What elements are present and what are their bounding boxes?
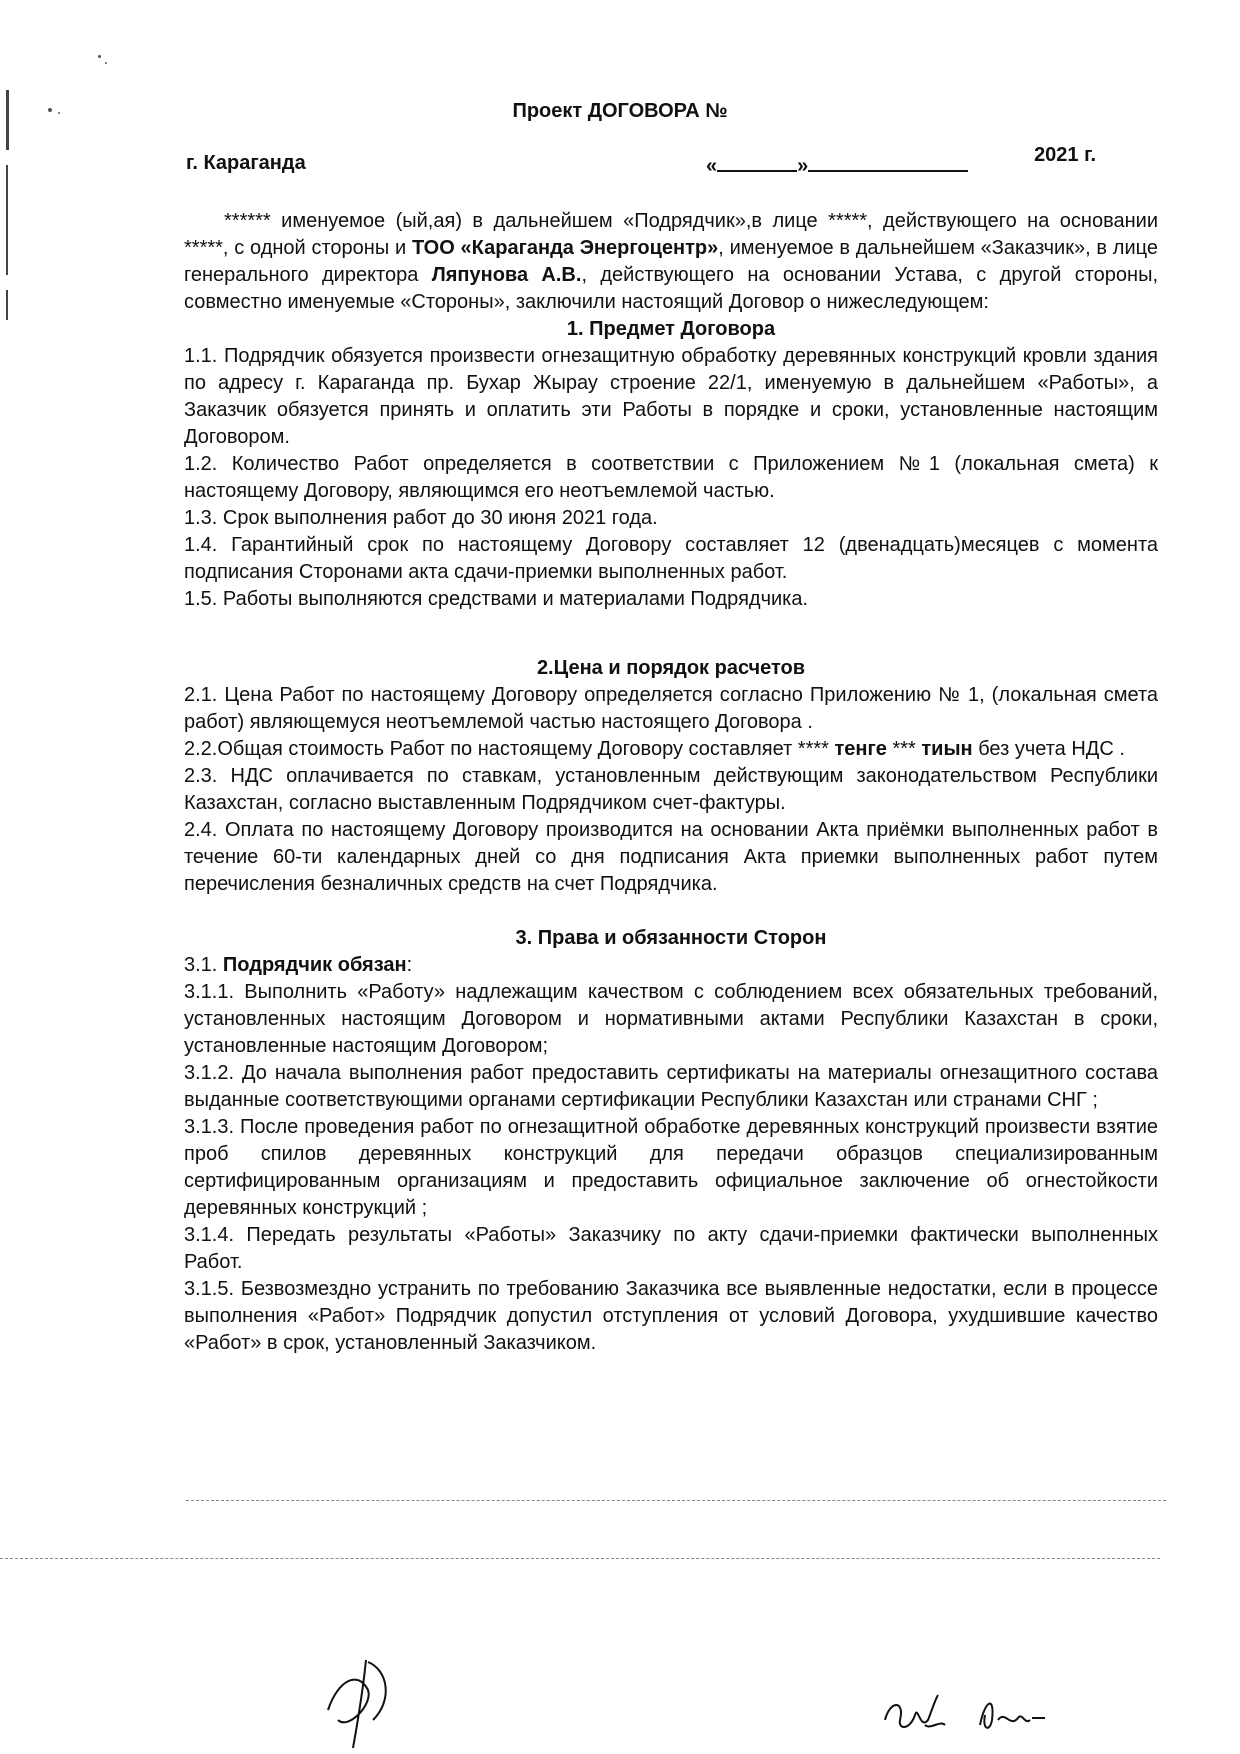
scan-edge-mark xyxy=(6,290,8,320)
month-blank xyxy=(808,152,968,172)
clause-2-1: 2.1. Цена Работ по настоящему Договору определяется согласно Приложению № 1, (локальная смета работ) являющемуся неотъемлемой частью настоящего Договора . xyxy=(184,684,1158,733)
section-1-title: 1. Предмет Договора xyxy=(566,318,776,340)
signature-left xyxy=(318,1650,408,1750)
date-blank xyxy=(706,152,968,178)
clause-2-3: 2.3. НДС оплачивается по ставкам, установленным действующим законодательством Республики Казахстан, согласно выставленным Подрядчиком счет-фактуры. xyxy=(184,765,1158,814)
customer-name: ТОО «Караганда Энергоцентр» xyxy=(411,237,719,259)
director-name: Ляпунова А.В. xyxy=(431,264,582,286)
scan-dash-line xyxy=(0,1558,1160,1559)
contract-body xyxy=(184,208,1158,1357)
scan-dust xyxy=(105,62,107,64)
clause-3-1-5: 3.1.5. Безвозмездно устранить по требованию Заказчика все выявленные недостатки, если в процессе выполнения «Работ» Подрядчик допустил отступления от условий Договора, ухудшившие качество «Работ» в срок, установленный Заказчиком. xyxy=(184,1278,1158,1354)
scan-dust xyxy=(98,55,101,58)
currency-tenge: тенге xyxy=(834,738,887,760)
date-open-quote: « xyxy=(706,155,718,177)
city: г. Караганда xyxy=(186,152,306,174)
preamble-text-3: , действующего на основании Устава, с другой стороны, совместно именуемые «Стороны», заключили настоящий Договор о нижеследующем: xyxy=(184,264,1158,313)
spacer xyxy=(184,613,1158,655)
section-3-title: 3. Права и обязанности Сторон xyxy=(515,927,827,949)
clause-3-1-1: 3.1.1. Выполнить «Работу» надлежащим качеством с соблюдением всех обязательных требований, установленных настоящим Договором и нормативными актами Республики Казахстан в сроки, установленные настоящим Договором; xyxy=(184,981,1158,1057)
preamble xyxy=(184,208,1158,316)
clause-3-1-2: 3.1.2. До начала выполнения работ предоставить сертификаты на материалы огнезащитного состава выданные соответствующими органами сертификации Республики Казахстан или странами СНГ ; xyxy=(184,1062,1158,1111)
clause-2-2 xyxy=(184,736,1158,763)
signature-right-1 xyxy=(880,1690,950,1740)
day-blank xyxy=(717,152,797,172)
document-title: Проект ДОГОВОРА № xyxy=(512,100,728,122)
header-row xyxy=(186,144,1096,182)
clause-3-1 xyxy=(184,952,1158,979)
section-2-title: 2.Цена и порядок расчетов xyxy=(536,657,806,679)
clause-2-4: 2.4. Оплата по настоящему Договору производится на основании Акта приёмки выполненных работ в течение 60-ти календарных дней со дня подписания Акта приемки выполненных работ путем перечисления безналичных средств на счет Подрядчика. xyxy=(184,819,1158,895)
clause-1-1: 1.1. Подрядчик обязуется произвести огнезащитную обработку деревянных конструкций кровли здания по адресу г. Караганда пр. Бухар Жырау строение 22/1, именуемую в дальнейшем «Работы», а Заказчик обязуется принять и оплатить эти Работы в порядке и сроки, установленные настоящим Договором. xyxy=(184,345,1158,448)
clause-3-1-number: 3.1. xyxy=(184,954,223,976)
scan-dash-line xyxy=(186,1500,1166,1501)
year: 2021 г. xyxy=(1034,144,1096,166)
clause-2-2-text-c: без учета НДС . xyxy=(972,738,1125,760)
signature-right-2 xyxy=(970,1690,1050,1740)
preamble-text-2: , именуемое в дальнейшем «Заказчик», в лице генерального директора xyxy=(184,237,1158,286)
clause-1-2: 1.2. Количество Работ определяется в соответствии с Приложением №1 (локальная смета) к настоящему Договору, являющимся его неотъемлемой частью. xyxy=(184,453,1158,502)
clause-2-2-text-a: 2.2.Общая стоимость Работ по настоящему Договору составляет **** xyxy=(184,738,835,760)
clause-2-2-text-b: *** xyxy=(886,738,922,760)
preamble-text-1: ****** именуемое (ый,ая) в дальнейшем «Подрядчик»,в лице *****, действующего на основании *****, с одной стороны и xyxy=(184,210,1158,259)
spacer xyxy=(184,898,1158,925)
clause-1-3: 1.3. Срок выполнения работ до 30 июня 2021 года. xyxy=(184,507,658,529)
currency-tiyn: тиын xyxy=(921,738,973,760)
clause-3-1-3: 3.1.3. После проведения работ по огнезащитной обработке деревянных конструкций произвести взятие проб спилов деревянных конструкций для передачи образцов специализированным сертифицированным организациям и предоставить официальное заключение об огнестойкости деревянных конструкций ; xyxy=(184,1116,1158,1219)
clause-3-1-4: 3.1.4. Передать результаты «Работы» Заказчику по акту сдачи-приемки фактически выполненных Работ. xyxy=(184,1224,1158,1273)
date-close-quote: » xyxy=(797,155,809,177)
clause-1-5: 1.5. Работы выполняются средствами и материалами Подрядчика. xyxy=(184,588,809,610)
scan-edge-mark xyxy=(6,165,8,275)
clause-3-1-colon: : xyxy=(406,954,413,976)
clause-1-4: 1.4. Гарантийный срок по настоящему Договору составляет 12 (двенадцать)месяцев с момента подписания Сторонами акта сдачи-приемки выполненных работ. xyxy=(184,534,1158,583)
contractor-obliged: Подрядчик обязан xyxy=(222,954,407,976)
